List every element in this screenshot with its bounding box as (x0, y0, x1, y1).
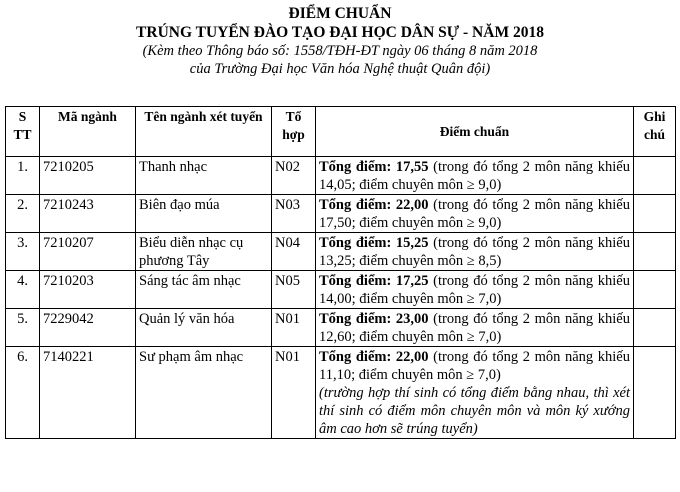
cell-group: N03 (272, 195, 316, 233)
cell-score (316, 233, 634, 271)
cell-group: N05 (272, 271, 316, 309)
cell-score (316, 195, 634, 233)
cell-stt: 5. (6, 309, 40, 347)
document-title: ĐIỂM CHUẨN (288, 5, 392, 22)
cell-code: 7210205 (40, 157, 136, 195)
score-detail: (trong đó tổng 2 môn năng khiếu 12,60; điểm chuyên môn ≥ 7,0) (319, 311, 630, 345)
cell-code: 7210243 (40, 195, 136, 233)
cell-stt: 2. (6, 195, 40, 233)
score-total: Tổng điểm: 23,00 (319, 311, 429, 327)
cell-note (634, 271, 676, 309)
cell-stt: 4. (6, 271, 40, 309)
score-total: Tổng điểm: 17,25 (319, 273, 429, 289)
score-detail: (trong đó tổng 2 môn năng khiếu 14,05; điểm chuyên môn ≥ 9,0) (319, 159, 630, 193)
cell-code: 7140221 (40, 347, 136, 439)
cell-score (316, 347, 634, 439)
table-row (6, 309, 676, 347)
table-row (6, 233, 676, 271)
column-header-major: Tên ngành xét tuyển (136, 107, 272, 157)
cell-major: Sáng tác âm nhạc (136, 271, 272, 309)
cell-major: Biểu diễn nhạc cụ phương Tây (136, 233, 272, 271)
document-subtitle-line2: của Trường Đại học Văn hóa Nghệ thuật Quân đội) (189, 61, 491, 77)
document-heading: TRÚNG TUYỂN ĐÀO TẠO ĐẠI HỌC DÂN SỰ - NĂM 2018 (136, 24, 544, 41)
column-header-score: Điểm chuẩn (316, 107, 634, 157)
column-header-code: Mã ngành (40, 107, 136, 157)
column-header-note: Ghi chú (634, 107, 676, 157)
cell-note (634, 233, 676, 271)
table-row (6, 195, 676, 233)
score-detail: (trong đó tổng 2 môn năng khiếu 17,50; điểm chuyên môn ≥ 9,0) (319, 197, 630, 231)
score-detail: (trong đó tổng 2 môn năng khiếu 13,25; điểm chuyên môn ≥ 8,5) (319, 235, 630, 269)
table-row (6, 271, 676, 309)
score-detail: (trong đó tổng 2 môn năng khiếu 11,10; điểm chuyên môn ≥ 7,0) (319, 349, 630, 383)
cell-group: N01 (272, 347, 316, 439)
cell-note (634, 347, 676, 439)
cell-stt: 6. (6, 347, 40, 439)
table-row (6, 347, 676, 439)
cell-score (316, 157, 634, 195)
cell-score (316, 271, 634, 309)
score-total: Tổng điểm: 22,00 (319, 349, 429, 365)
document-header (0, 4, 680, 78)
cell-note (634, 157, 676, 195)
cell-score (316, 309, 634, 347)
table-row (6, 157, 676, 195)
score-total: Tổng điểm: 15,25 (319, 235, 429, 251)
cell-note (634, 195, 676, 233)
column-header-stt: S TT (6, 107, 40, 157)
cell-group: N04 (272, 233, 316, 271)
cell-code: 7210207 (40, 233, 136, 271)
cell-stt: 3. (6, 233, 40, 271)
cell-group: N02 (272, 157, 316, 195)
score-total: Tổng điểm: 17,55 (319, 159, 429, 175)
cell-major: Sư phạm âm nhạc (136, 347, 272, 439)
score-detail: (trong đó tổng 2 môn năng khiếu 14,00; điểm chuyên môn ≥ 7,0) (319, 273, 630, 307)
admission-scores-table (5, 106, 676, 439)
cell-major: Quản lý văn hóa (136, 309, 272, 347)
cell-major: Thanh nhạc (136, 157, 272, 195)
score-extra-note: (trường hợp thí sinh có tổng điểm bằng nhau, thì xét thí sinh có điểm môn chuyên môn và môn ký xướng âm cao hơn sẽ trúng tuyển) (319, 385, 630, 437)
cell-stt: 1. (6, 157, 40, 195)
table-header-row (6, 107, 676, 157)
column-header-group: Tổ hợp (272, 107, 316, 157)
cell-code: 7210203 (40, 271, 136, 309)
cell-major: Biên đạo múa (136, 195, 272, 233)
cell-note (634, 309, 676, 347)
cell-code: 7229042 (40, 309, 136, 347)
score-total: Tổng điểm: 22,00 (319, 197, 429, 213)
cell-group: N01 (272, 309, 316, 347)
document-subtitle-line1: (Kèm theo Thông báo số: 1558/TĐH-ĐT ngày 06 tháng 8 năm 2018 (142, 43, 538, 59)
